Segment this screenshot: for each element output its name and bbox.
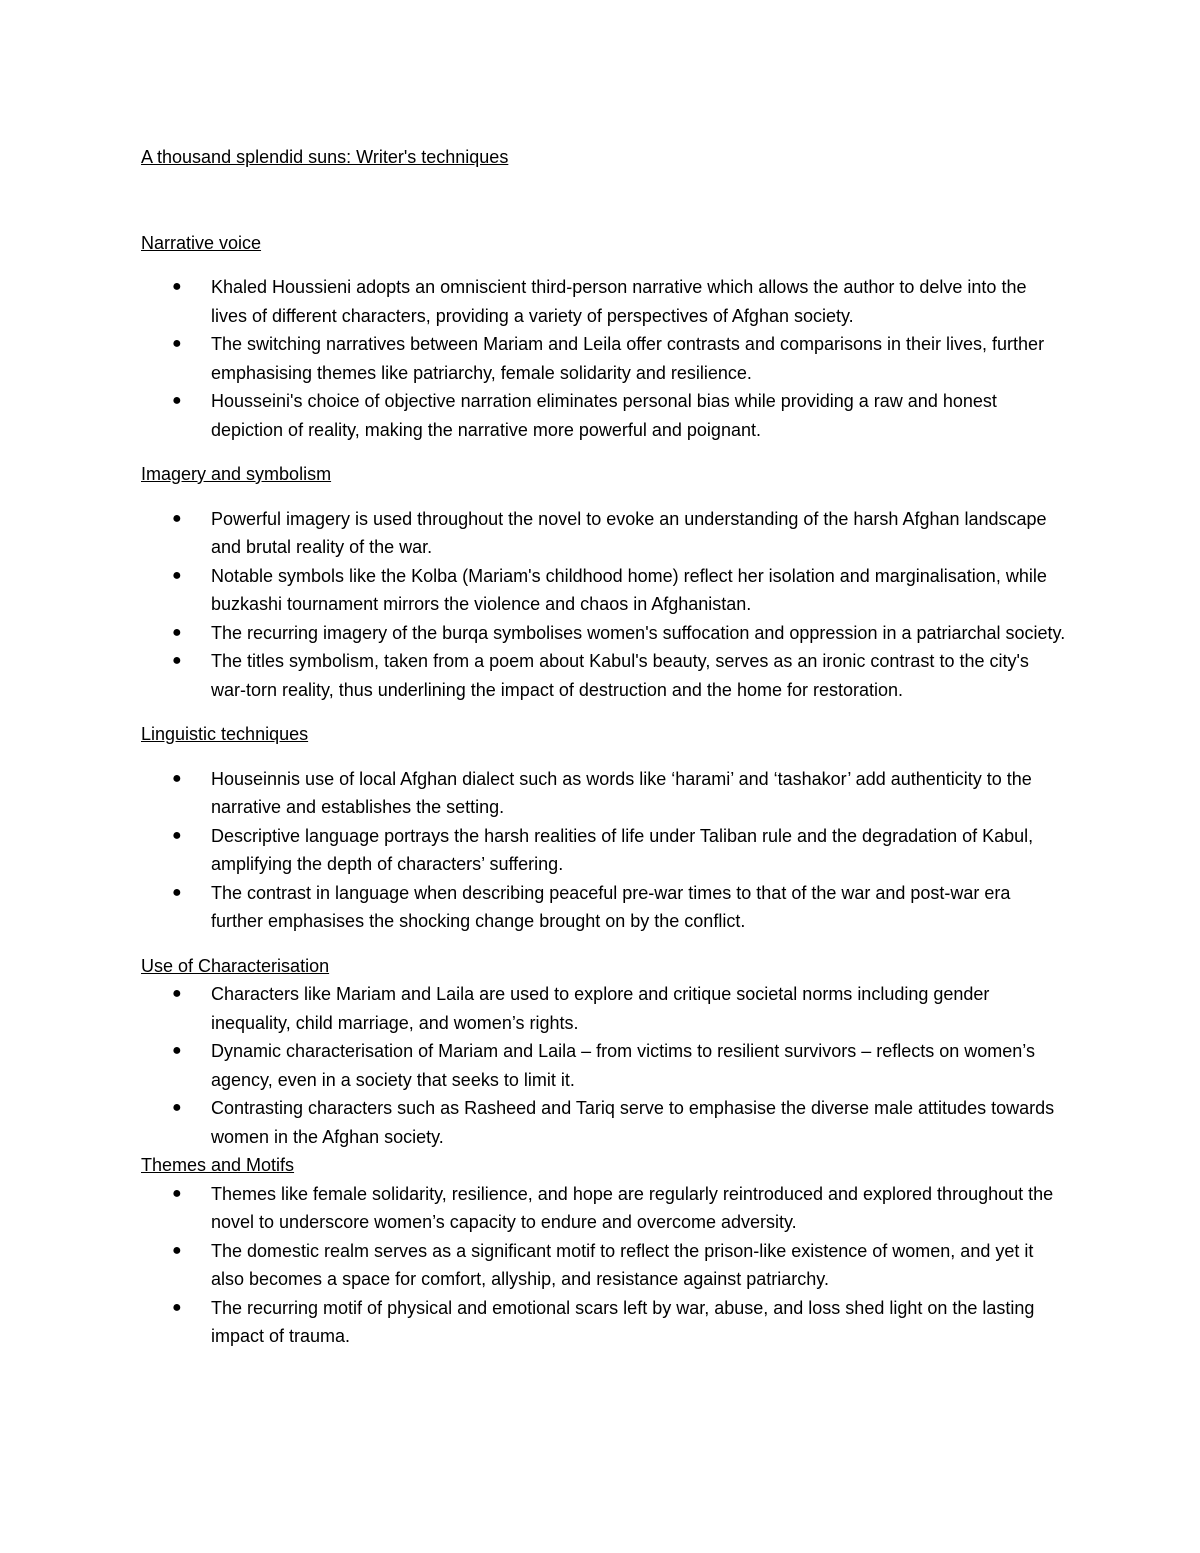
bullet-icon: ● — [172, 1184, 182, 1202]
list-item — [141, 879, 1066, 936]
list-item — [141, 1037, 1066, 1094]
bullet-icon: ● — [172, 566, 182, 584]
list-item-text: The contrast in language when describing peaceful pre-war times to that of the war and post-war era further emphasises the shocking change brought on by the conflict. — [211, 882, 1011, 931]
list-item-text: The titles symbolism, taken from a poem about Kabul's beauty, serves as an ironic contrast to the city's war-torn reality, thus underlining the impact of destruction and the home for restoration. — [211, 651, 1029, 700]
bullet-icon: ● — [172, 1042, 182, 1059]
list-item — [141, 619, 1066, 648]
list-item — [141, 505, 1066, 562]
list-item-text: Houseinnis use of local Afghan dialect such as words like ‘harami’ and ‘tashakor’ add authenticity to the narrative and establishes the setting. — [211, 768, 1032, 817]
list-item — [141, 980, 1066, 1037]
bullet-list — [141, 273, 1066, 444]
list-item-text: Housseini's choice of objective narration eliminates personal bias while providing a raw and honest depiction of reality, making the narrative more powerful and poignant. — [211, 391, 997, 440]
bullet-icon: ● — [172, 769, 182, 787]
list-item — [141, 1094, 1066, 1151]
list-item-text: The domestic realm serves as a significant motif to reflect the prison-like existence of women, and yet it also becomes a space for comfort, allyship, and resistance against patriarchy. — [211, 1240, 1034, 1289]
list-item-text: Khaled Houssieni adopts an omniscient third-person narrative which allows the author to delve into the lives of different characters, providing a variety of perspectives of Afghan society. — [211, 277, 1027, 326]
bullet-icon: ● — [172, 883, 182, 901]
section-heading: Use of Characterisation — [141, 955, 330, 976]
bullet-icon: ● — [172, 392, 182, 409]
bullet-icon: ● — [172, 1298, 182, 1316]
section-heading: Themes and Motifs — [141, 1155, 295, 1175]
document-body — [141, 143, 1066, 1351]
bullet-icon: ● — [172, 1241, 182, 1259]
bullet-list — [141, 765, 1066, 936]
list-item — [141, 387, 1066, 444]
section-characterisation — [141, 952, 1066, 1152]
section-narrative-voice — [141, 229, 1066, 445]
bullet-list — [141, 505, 1066, 705]
section-heading: Narrative voice — [141, 232, 262, 253]
bullet-list — [141, 980, 1066, 1151]
bullet-icon: ● — [172, 652, 182, 669]
list-item — [141, 647, 1066, 704]
list-item — [141, 765, 1066, 822]
list-item — [141, 1180, 1066, 1237]
bullet-icon: ● — [172, 623, 182, 641]
list-item — [141, 1237, 1066, 1294]
section-heading: Imagery and symbolism — [141, 464, 332, 484]
list-item — [141, 330, 1066, 387]
list-item — [141, 273, 1066, 330]
list-item-text: Themes like female solidarity, resilience, and hope are regularly reintroduced and explored throughout the novel to underscore women’s capacity to endure and overcome adversity. — [211, 1183, 1054, 1232]
list-item-text: Contrasting characters such as Rasheed and Tariq serve to emphasise the diverse male attitudes towards women in the Afghan society. — [211, 1098, 1055, 1147]
section-imagery-symbolism — [141, 460, 1066, 704]
bullet-icon: ● — [172, 509, 182, 527]
list-item-text: The recurring imagery of the burqa symbolises women's suffocation and oppression in a patriarchal society. — [211, 622, 1066, 643]
list-item — [141, 1294, 1066, 1351]
list-item-text: Dynamic characterisation of Mariam and Laila – from victims to resilient survivors – reflects on women’s agency, even in a society that seeks to limit it. — [211, 1041, 1035, 1090]
bullet-icon: ● — [172, 278, 182, 295]
section-themes-motifs — [141, 1151, 1066, 1351]
bullet-icon: ● — [172, 1099, 182, 1116]
section-heading: Linguistic techniques — [141, 724, 309, 744]
list-item-text: Characters like Mariam and Laila are used to explore and critique societal norms including gender inequality, child marriage, and women’s rights. — [211, 984, 990, 1033]
bullet-icon: ● — [172, 335, 182, 352]
list-item-text: Powerful imagery is used throughout the novel to evoke an understanding of the harsh Afghan landscape and brutal reality of the war. — [211, 508, 1047, 557]
document-title: A thousand splendid suns: Writer's techniques — [141, 147, 509, 167]
list-item-text: The switching narratives between Mariam and Leila offer contrasts and comparisons in their lives, further emphasising themes like patriarchy, female solidarity and resilience. — [211, 334, 1045, 383]
list-item-text: Notable symbols like the Kolba (Mariam's childhood home) reflect her isolation and marginalisation, while buzkashi tournament mirrors the violence and chaos in Afghanistan. — [211, 565, 1047, 614]
bullet-list — [141, 1180, 1066, 1351]
list-item — [141, 822, 1066, 879]
bullet-icon: ● — [172, 985, 182, 1002]
list-item-text: The recurring motif of physical and emotional scars left by war, abuse, and loss shed light on the lasting impact of trauma. — [211, 1297, 1035, 1346]
list-item — [141, 562, 1066, 619]
bullet-icon: ● — [172, 826, 182, 844]
list-item-text: Descriptive language portrays the harsh realities of life under Taliban rule and the degradation of Kabul, amplifying the depth of characters’ suffering. — [211, 825, 1034, 874]
section-linguistic-techniques — [141, 720, 1066, 936]
